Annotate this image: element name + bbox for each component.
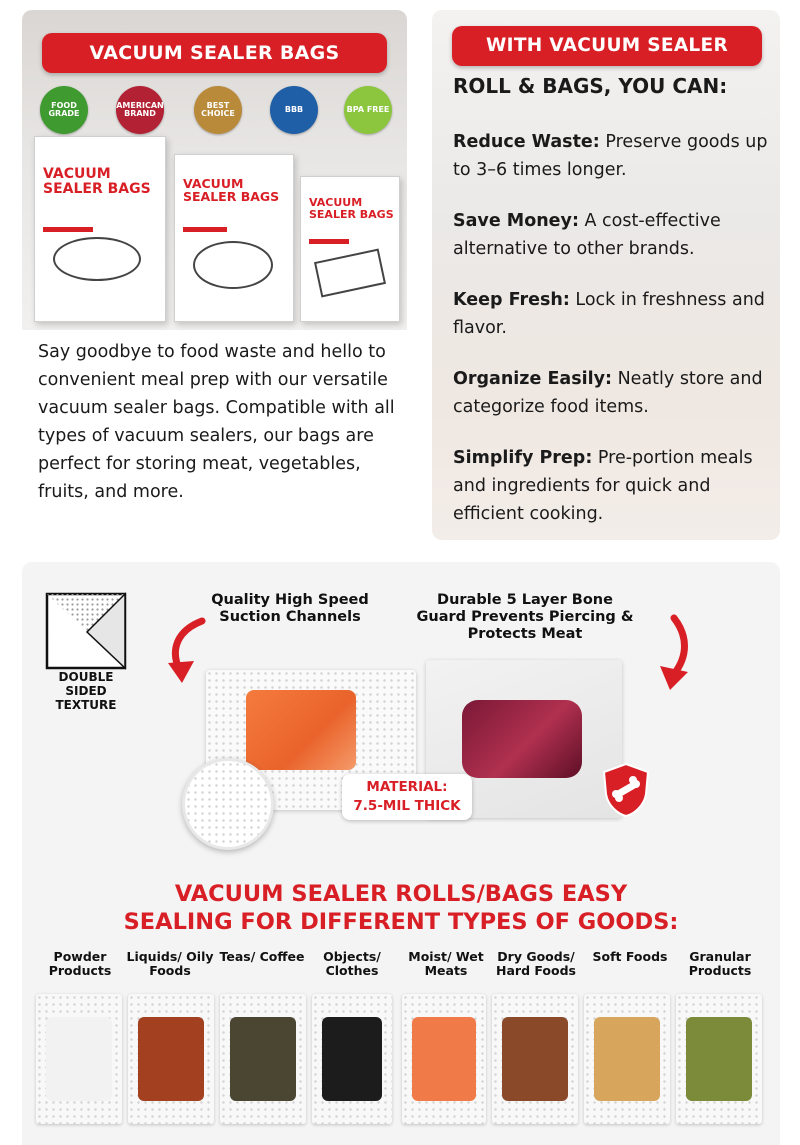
benefit-item <box>453 365 771 421</box>
benefit-title: Keep Fresh: <box>453 290 570 310</box>
american-brand-badge-icon: AMERICAN BRAND <box>116 86 164 134</box>
product-box-small <box>300 176 400 322</box>
goods-label-dry-goods: Dry Goods/ Hard Foods <box>496 949 576 978</box>
product-box-medium <box>174 154 294 322</box>
product-box-title: VACUUM SEALER BAGS <box>43 166 151 197</box>
goods-label-powder: Powder Products <box>48 949 112 978</box>
left-banner: VACUUM SEALER BAGS <box>42 33 387 73</box>
food-grade-badge-icon: FOOD GRADE <box>40 86 88 134</box>
texture-zoom-circle <box>182 758 274 850</box>
material-badge <box>342 774 472 820</box>
goods-label-objects: Objects/ Clothes <box>323 949 381 978</box>
material-thickness: 7.5-MIL THICK <box>353 798 461 814</box>
salmon-fillet <box>246 690 356 770</box>
goods-label-soft-foods: Soft Foods <box>592 949 668 964</box>
benefit-title: Simplify Prep: <box>453 448 593 468</box>
goods-heading-line: SEALING FOR DIFFERENT TYPES OF GOODS: <box>123 909 679 935</box>
texture-label: DOUBLE SIDED TEXTURE <box>55 670 117 712</box>
objects-bag-photo <box>312 994 392 1124</box>
powder-bag-photo <box>36 994 122 1124</box>
product-box-title: VACUUM SEALER BAGS <box>309 196 394 221</box>
bpa-free-badge-icon: BPA FREE <box>344 86 392 134</box>
benefit-title: Organize Easily: <box>453 369 613 389</box>
benefits-heading: ROLL & BAGS, YOU CAN: <box>453 74 728 98</box>
steak-sketch-icon <box>193 241 273 289</box>
benefit-text: Pre-portion meals and ingredients for quick and efficient cooking. <box>453 448 753 524</box>
best-choice-badge-icon: BEST CHOICE <box>194 86 242 134</box>
benefit-item <box>453 207 771 263</box>
goods-label-meats: Moist/ Wet Meats <box>408 949 484 978</box>
certification-badges <box>38 86 393 138</box>
product-box-title: VACUUM SEALER BAGS <box>183 176 280 205</box>
benefit-title: Save Money: <box>453 211 579 231</box>
product-photo <box>22 10 407 330</box>
bags-overview-panel <box>22 10 407 540</box>
benefit-text: Preserve goods up to 3–6 times longer. <box>453 132 768 180</box>
goods-heading-line: VACUUM SEALER ROLLS/BAGS EASY <box>174 881 628 907</box>
granular-bag-photo <box>676 994 762 1124</box>
benefit-text: Lock in freshness and flavor. <box>453 290 765 338</box>
suction-channels-callout: Quality High Speed Suction Channels <box>211 592 369 625</box>
red-meat <box>462 700 582 778</box>
goods-label-teas: Teas/ Coffee <box>219 949 305 964</box>
benefits-panel <box>432 10 780 540</box>
bone-guard-callout: Durable 5 Layer Bone Guard Prevents Piercing & Protects Meat <box>416 592 634 642</box>
goods-label-granular: Granular Products <box>688 949 752 978</box>
benefit-text: A cost-effective alternative to other brands. <box>453 211 721 259</box>
product-description: Say goodbye to food waste and hello to convenient meal prep with our versatile vacuum sealer bags. Compatible with all types of vacuum sealers, our bags are perfect for storing meat, vegetables, fruits, and more. <box>38 342 395 502</box>
benefit-title: Reduce Waste: <box>453 132 600 152</box>
dry-goods-bag-photo <box>492 994 578 1124</box>
benefit-text: Neatly store and categorize food items. <box>453 369 763 417</box>
arrow-right-icon <box>644 614 704 694</box>
sandwich-sketch-icon <box>314 249 386 298</box>
goods-label-liquids: Liquids/ Oily Foods <box>126 949 214 978</box>
benefit-item <box>453 128 771 184</box>
bone-shield-icon <box>600 762 652 818</box>
double-sided-texture-icon <box>45 592 127 670</box>
benefit-item <box>453 444 771 528</box>
features-panel <box>22 562 780 1145</box>
product-box-large <box>34 136 166 322</box>
right-banner: WITH VACUUM SEALER <box>452 26 762 66</box>
goods-heading <box>22 880 780 936</box>
meats-bag-photo <box>402 994 486 1124</box>
liquids-bag-photo <box>128 994 214 1124</box>
teas-bag-photo <box>220 994 306 1124</box>
benefit-item <box>453 286 771 342</box>
material-label: MATERIAL: <box>366 779 448 795</box>
soft-foods-bag-photo <box>584 994 670 1124</box>
bbb-badge-icon: BBB <box>270 86 318 134</box>
fish-sketch-icon <box>53 237 141 281</box>
